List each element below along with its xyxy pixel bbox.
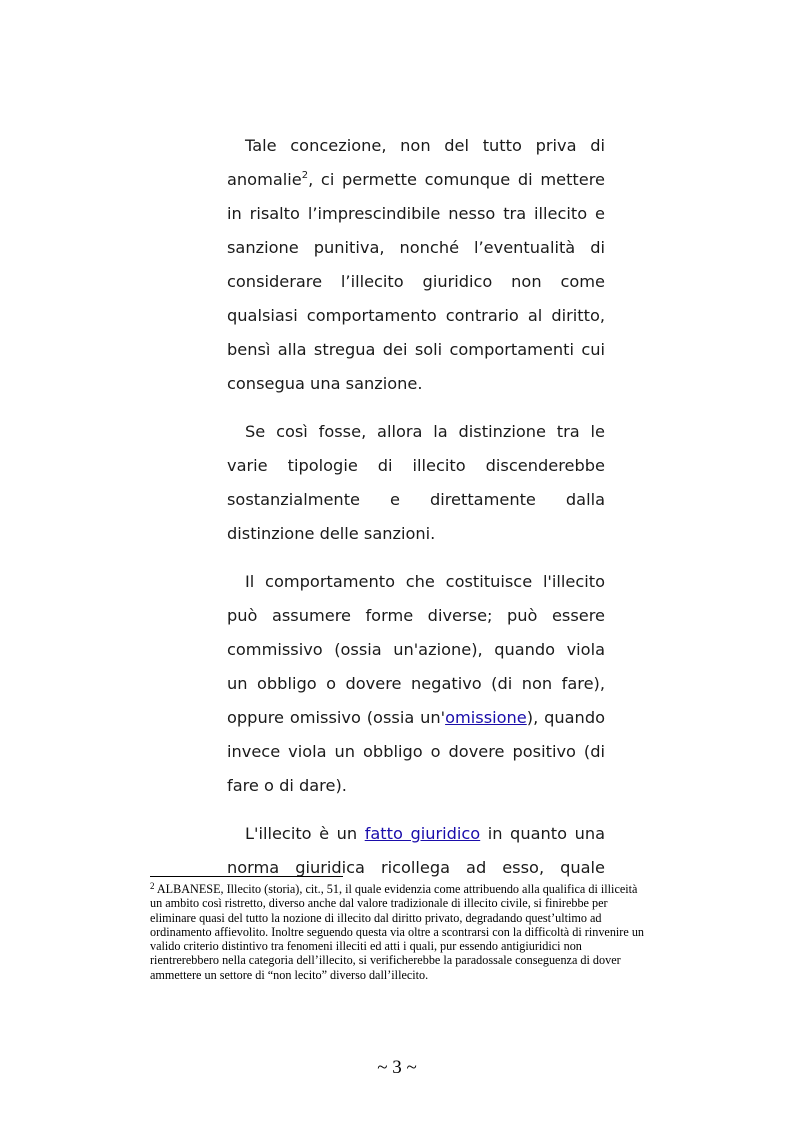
paragraph-2: Se così fosse, allora la distinzione tra le varie tipologie di illecito discenderebbe sostanzialmente e direttamente dalla distinzione delle sanzioni. bbox=[227, 422, 605, 543]
body-text bbox=[227, 129, 605, 885]
paragraph-3-text: Il comportamento che costituisce l'illecito può assumere forme diverse; può essere commissivo (ossia un'azione), quando viola un obbligo o dovere negativo (di non fare), oppure omissivo (ossia un' bbox=[227, 572, 605, 727]
footnote-text: ALBANESE, Illecito (storia), cit., 51, il quale evidenzia come attribuendo alla qualifica di illiceità un ambito così ristretto, diverso anche dal valore tradizionale di illecito civile, si finirebbe per eliminare quasi del tutto la nozione di illecito dal diritto privato, degradando quest’ultimo ad ordinamento affievolito. Inoltre seguendo questa via oltre a scontrarsi con la difficoltà di rinvenire un valido criterio distintivo tra fenomeni illeciti ed atti i quali, pur essendo antigiuridici non rientrerebbero nella categoria dell’illecito, si verificherebbe la paradossale conseguenza di dover ammettere un settore di “non lecito” diverso dall’illecito. bbox=[150, 882, 645, 982]
fatto-giuridico-link[interactable]: fatto giuridico bbox=[364, 824, 481, 843]
footnote bbox=[150, 882, 650, 982]
paragraph-1-text: Tale concezione, non del tutto priva di anomalie bbox=[227, 136, 605, 189]
paragraph-1-text-cont: , ci permette comunque di mettere in risalto l’imprescindibile nesso tra illecito e sanzione punitiva, nonché l’eventualità di considerare l’illecito giuridico non come qualsiasi comportamento contrario al diritto, bensì alla stregua dei soli comportamenti cui consegua una sanzione. bbox=[227, 170, 605, 393]
paragraph-4-text-cont: in quanto una norma giuridica ricollega ad esso, quale bbox=[227, 824, 606, 877]
paragraph-1 bbox=[227, 129, 605, 401]
paragraph-3-text-cont: ), quando invece viola un obbligo o dovere positivo (di fare o di dare). bbox=[227, 708, 605, 795]
paragraph-3 bbox=[227, 565, 605, 803]
paragraph-4 bbox=[227, 817, 605, 885]
footnote-separator bbox=[150, 876, 343, 877]
omissione-link[interactable]: omissione bbox=[445, 708, 527, 727]
page-number: ~ 3 ~ bbox=[377, 1057, 417, 1078]
footnote-reference[interactable]: 2 bbox=[301, 170, 309, 181]
paragraph-4-text: L'illecito è un bbox=[245, 824, 365, 843]
footnote-number: 2 bbox=[150, 881, 155, 891]
